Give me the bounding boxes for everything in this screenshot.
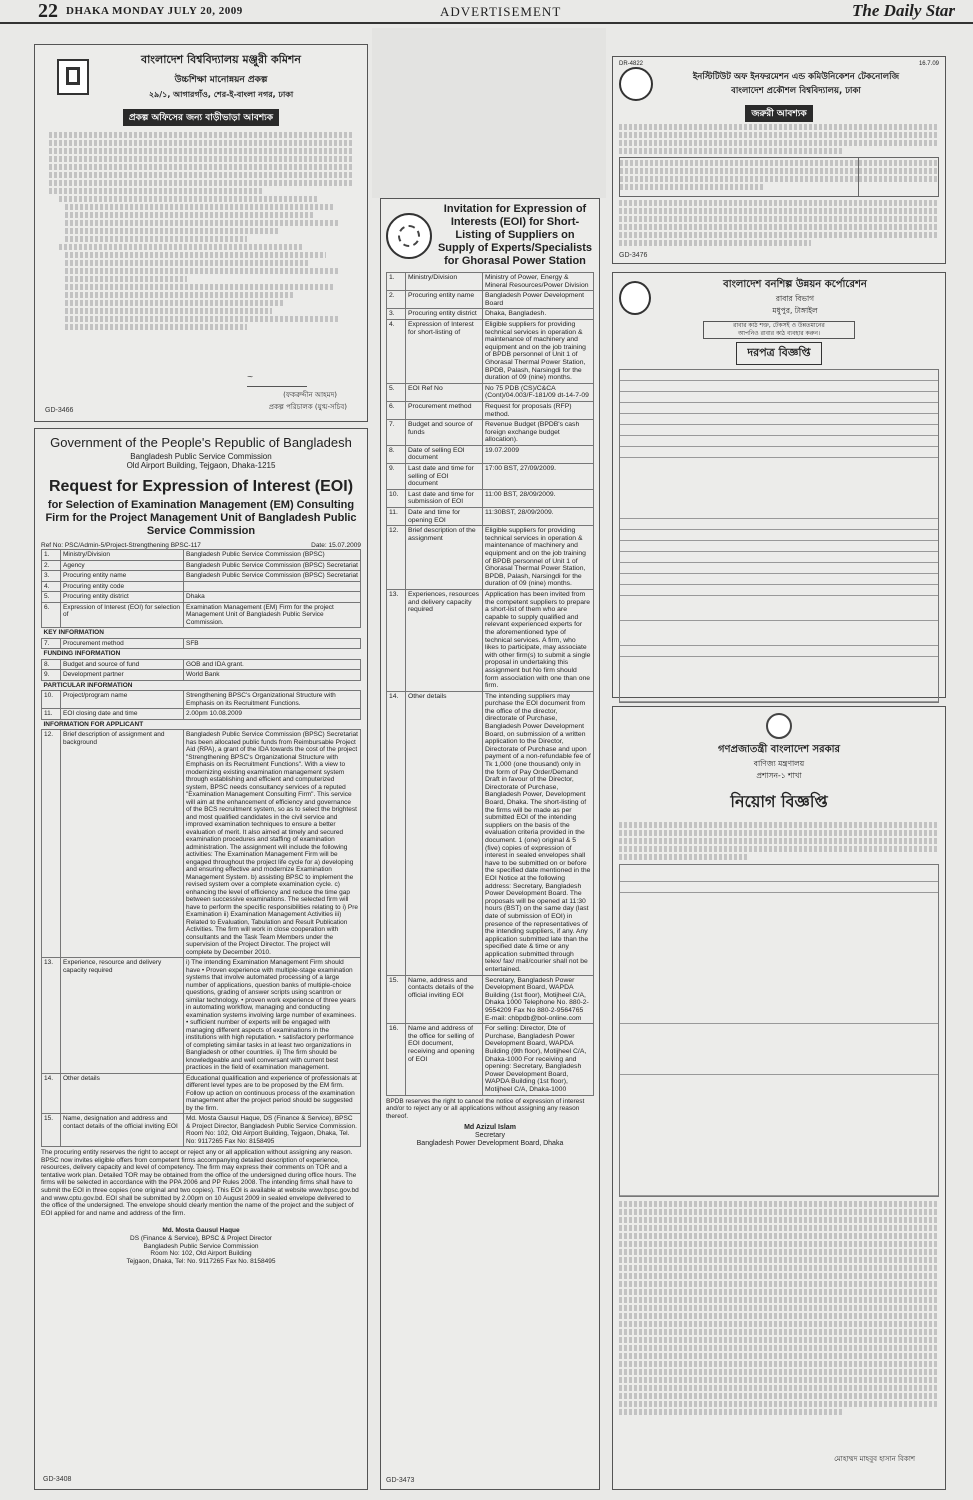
row-value: Bangladesh Public Service Commission (BPSC) Secretariat has been allocated public funds from Reimbursable Project Aid (RPA), a grant of the IDA towards the cost of the project "Strengthening BPSC's Organizational Structure with Emphasis on its Recruitment Functions". With a view to modernizing existing examination management system through establishing and efficient and computerized system, BPSC needs consultancy services of a reputed "Examination Management Consulting Firm". This service will aim at the enhancement of efficiency and governance of the BCS recruitment system, so as to select the brightest and most qualified candidates in the civil service and improved examination techniques to ensure a better evaluation of merit. It also aimed at timely and secured examination procedures and staffing of examination administration. The assignment will include the following activities: The Examination Management Firm will be engaged throughout the project life cycle for a) developing and ensuring effective and modernize Examination Management System. b) assisting BPSC to implement the revised system over a complete examination cycle. c) enhancing the level of efficiency and reduce the time gap between successive examinations. The selected firm will have to perform the specific responsibilities relating to i) Pre Examination ii) Examination Management Activities iii) Related to Evaluation, Tabulation and Result Publication Activities. The firm will work in close cooperation with consultants and the Task Team Members under the supervision of the Project Director. The project will complete by December 2010. [184,730,361,958]
row-number: 11. [387,508,406,526]
row-key: Expression of Interest (EOI) for selection of [61,602,184,628]
row-value: Dhaka, Bangladesh. [483,309,594,320]
masthead: The Daily Star [852,1,955,20]
bpsc-sign-l5: Tejgaon, Dhaka, Tel: No. 9117265 Fax No. 8158495 [126,1257,276,1265]
row-key: Procuring entity name [61,571,184,582]
row-value: For selling: Director, Dte of Purchase, Bangladesh Power Development Board, WAPDA Building (9th floor), Motijheel C/A, Dhaka-1000 For receiving and opening: Secretary, Bangladesh Power Development Board, WAPDA Building (1st floor), Motijheel C/A, Dhaka-1000 [483,1024,594,1095]
bpsc-sign-name: Md. Mosta Gausul Haque [162,1227,240,1235]
row-number: 14. [42,1073,61,1114]
ugc-org-name: বাংলাদেশ বিশ্ববিদ্যালয় মঞ্জুরী কমিশন [140,53,301,66]
table-row [42,638,361,649]
bpdb-code: GD-3473 [386,1477,415,1484]
iict-table [619,157,939,197]
row-number: 2. [42,560,61,571]
moc-table [619,864,939,1197]
row-value: Examination Management (EM) Firm for the project Management Unit of Bangladesh Public Service Commission. [184,602,361,628]
section-label: ADVERTISEMENT [440,4,562,19]
bpdb-advert [380,198,600,1490]
bfidc-advert [612,272,946,698]
row-key: Procuring entity district [61,592,184,603]
table-row [42,602,361,628]
row-value: Bangladesh Public Service Commission (BPSC) Secretariat [184,571,361,582]
row-value: Eligible suppliers for providing technical services in operation & maintenance of machinery and equipment and on the job training of BPDB personnel of Unit 1 of Ghorasal Thermal Power Station, BPDB, Palash, Narsingdi for the duration of 09 (nine) months. [483,526,594,590]
table-row [387,383,594,401]
row-value: 11:30BST, 28/09/2009. [483,508,594,526]
row-key: Name and address of the office for selling of EOI document, receiving and opening of EOI [406,1024,483,1095]
row-key: Procuring entity code [61,581,184,592]
row-key: EOI closing date and time [61,709,184,720]
table-row [42,691,361,709]
bpdb-sign-name: Md Azizul Islam [464,1124,516,1132]
iict-body-text [619,124,939,154]
bfidc-title: বাংলাদেশ বনশিল্প উন্নয়ন কর্পোরেশন [723,279,867,290]
row-number: 9. [42,670,61,681]
moc-conditions-text [619,1201,939,1415]
row-key: Project/program name [61,691,184,709]
table-row [42,730,361,958]
bpsc-footer: The procuring entity reserves the right to accept or reject any or all application without assigning any reason. BPSC now invites eligible offers from competent firms accompanying detailed description of experience, resources, delivery capacity and level of competency. The firm may express their comments on TOR and a tentative work plan. Detailed TOR may be obtained from the office of the undersigned during office hours. The firms will be selected in accordance with the PPA 2006 and PP Rules 2008. The intending firms shall have to submit the EOI in three copies (one original and two copies). This EOI is available at website www.bpsc.gov.bd and www.cptu.gov.bd. EOI shall be submitted by 2.00pm on 10 August 2009 in sealed envelope delivered to the office of the undersigned. The envelope should clearly mention the name of the project and the subject of EOI applied for and name and address of the firm. [41,1149,359,1217]
row-number: 15. [387,975,406,1024]
ugc-signature: ~ [247,372,307,387]
row-key: Last date and time for selling of EOI document [406,464,483,490]
row-key: Other details [61,1073,184,1114]
row-number: 16. [387,1024,406,1095]
table-row [387,489,594,507]
bfidc-slogan-box [703,321,855,339]
row-number: 8. [42,659,61,670]
table-row [42,659,361,670]
bpsc-advert [34,428,368,1490]
row-value: Strengthening BPSC's Organizational Structure with Emphasis on its Recruitment Functions. [184,691,361,709]
bpsc-particular-info: PARTICULAR INFORMATION [42,680,361,691]
row-value: Md. Mosta Gausul Haque, DS (Finance & Service), BPSC & Project Director, Bangladesh Public Service Commission. Room No: 102, Old Airport Building, Tejgaon, Dhaka, Tel. No: 9117265 Fax No: 8158495 [184,1114,361,1147]
row-number: 3. [42,571,61,582]
table-row [42,581,361,592]
row-key: Procuring entity name [406,291,483,309]
table-row [42,709,361,720]
row-value: 11:00 BST, 28/09/2009. [483,489,594,507]
table-row [42,592,361,603]
moc-title: গণপ্রজাতন্ত্রী বাংলাদেশ সরকার [718,744,840,755]
iict-code: GD-3476 [619,252,648,259]
moc-emblem [766,713,792,739]
row-value: Revenue Budget (BPDB's cash foreign exchange budget allocation). [483,420,594,446]
row-key: Name, designation and address and contact details of the official inviting EOI [61,1114,184,1147]
bpsc-table [41,549,361,1147]
row-key: Agency [61,560,184,571]
row-number: 15. [42,1114,61,1147]
table-row [42,550,361,561]
table-row [42,1073,361,1114]
bpsc-code: GD-3408 [43,1476,72,1483]
row-number: 1. [42,550,61,561]
row-value: GOB and IDA grant. [184,659,361,670]
table-row [387,975,594,1024]
row-value: Dhaka [184,592,361,603]
row-key: Brief description of assignment and background [61,730,184,958]
bfidc-slogan1: রাবার কাঠ শক্ত, টেকসই ও উন্নতমানের [733,322,825,329]
moc-signer: মোহাম্মদ মাহবুব হাসান বিকাশ [834,1455,915,1463]
row-key: Budget and source of funds [406,420,483,446]
row-number: 2. [387,291,406,309]
row-value: SFB [184,638,361,649]
row-key: Ministry/Division [61,550,184,561]
row-value: Bangladesh Public Service Commission (BPSC) Secretariat [184,560,361,571]
dateline: DHAKA MONDAY JULY 20, 2009 [66,5,243,17]
row-value: No 75 PDB (CS)/C&CA (Cont)/04.003/F-181/09 dt-14-7-09 [483,383,594,401]
bpsc-title: Request for Expression of Interest (EOI) [48,478,354,495]
table-row [387,319,594,383]
row-number: 8. [387,445,406,463]
table-row [387,464,594,490]
moc-sub2: প্রশাসন-১ শাখা [756,771,802,780]
iict-footer-text [619,200,939,246]
row-value: Bangladesh Power Development Board [483,291,594,309]
moc-advert [612,706,946,1490]
bpsc-address: Old Airport Building, Tejgaon, Dhaka-1215 [126,461,276,470]
ugc-signer: (ফকরুদ্দীন আহমদ) [283,391,337,399]
ugc-body-text [35,126,367,330]
ugc-advert [34,44,368,422]
bpsc-subtitle: for Selection of Examination Management (EM) Consulting Firm for the Project Management Unit of Bangladesh Public Service Commission [45,499,357,537]
table-row [387,420,594,446]
iict-date: 16.7.09 [918,61,939,67]
bpsc-gov: Government of the People's Republic of Bangladesh [50,435,352,450]
bpdb-sign-org: Bangladesh Power Development Board, Dhaka [416,1140,564,1148]
ugc-project-name: উচ্চশিক্ষা মানোন্নয়ন প্রকল্প [174,75,268,85]
ugc-logo-mark [66,67,80,85]
moc-intro-text [619,822,939,860]
iict-ref: DR-4822 [619,61,644,67]
moc-banner: নিয়োগ বিজ্ঞপ্তি [730,792,828,811]
table-row [42,560,361,571]
row-number: 13. [387,589,406,691]
bpsc-key-info: KEY INFORMATION [42,628,361,639]
iict-banner: জরুরী আবশ্যক [745,105,812,122]
row-key: Procurement method [61,638,184,649]
row-value: Secretary, Bangladesh Power Development Board, WAPDA Building (1st floor), Motijheel C/A, Dhaka 1000 Telephone No. 880-2-9554209 Fax No 880-2-9564765 E-mail: chbpdb@bol-online.com [483,975,594,1024]
table-row [42,1114,361,1147]
row-value: Ministry of Power, Energy & Mineral Resources/Power Division [483,273,594,291]
row-value: The intending suppliers may purchase the EOI document from the office of the director, directorate of Purchase, Bangladesh Power Development Board, on submission of a written application to the Director, Directorate of Purchase and upon payment of a non-refundable fee of Tk 1,000 (one thousand) only in the form of Pay Order/Demand Draft in favour of the Director, Directorate of Purchase, Bangladesh Power, Development Board, Dhaka. The short-listing of the firms will be made as per submitted EOI of the intending suppliers on the basis of the evaluation criteria provided in the document. 1 (one) original & 5 (five) copies of expression of interest in sealed envelopes shall have to be submitted on or before the specified date mentioned in the EOI Notice at the following address: Secretary, Bangladesh Power Development Board. The proposals will be opened at 11:30 hours (BST) on the same day (last date of submission of EOI) in presence of the representatives of the intending suppliers, if any. Any application submitted late than the specified date & time or any application submitted through telex/ fax/ mail/courier shall not be entertained. [483,691,594,975]
table-row [387,691,594,975]
row-value: Request for proposals (RFP) method. [483,401,594,419]
table-row [387,526,594,590]
row-key: Last date and time for submission of EOI [406,489,483,507]
row-value: Eligible suppliers for providing technical services in operation & maintenance of machinery and equipment and on the job training of BPDB personnel of Unit 1 of Ghorasal Thermal Power Station, BPDB, Palash, Narsingdi for the duration of 09 (nine) months. [483,319,594,383]
row-value: i) The intending Examination Management Firm should have • Proven experience with multiple-stage examination systems that involve automated processing of a large number of applications, question banks of multiple-choice questions, grading of answer scripts using scantron or similar technology. • proven work experience of three years in automating workflow, managing and conducting examination systems involving large number of examinees. • sufficient number of experts will be engaged with managing different aspects of examinations in the institutions with high reputation. • satisfactory performance of completing similar tasks in at least two organizations in Bangladesh or other countries. ii) The firm should be knowledgeable and well conversant with current best practices in the field of examination management. [184,958,361,1074]
row-number: 11. [42,709,61,720]
row-key: Budget and source of fund [61,659,184,670]
row-number: 3. [387,309,406,320]
row-value: 2.00pm 10.08.2009 [184,709,361,720]
row-number: 10. [42,691,61,709]
bpsc-sign-l3: Bangladesh Public Service Commission [143,1242,259,1250]
row-value: 17:00 BST, 27/09/2009. [483,464,594,490]
moc-sub1: বাণিজ্য মন্ত্রণালয় [753,759,805,768]
row-key: Procurement method [406,401,483,419]
row-key: Name, address and contacts details of the official inviting EOI [406,975,483,1024]
page-header [0,0,973,24]
ugc-banner: প্রকল্প অফিসের জন্য বাড়ীভাড়া আবশ্যক [123,109,279,126]
bpdb-table [386,272,594,1096]
row-number: 12. [387,526,406,590]
row-number: 6. [42,602,61,628]
bpsc-sign-l2: DS (Finance & Service), BPSC & Project Director [130,1234,272,1242]
row-number: 1. [387,273,406,291]
row-key: Ministry/Division [406,273,483,291]
row-number: 4. [42,581,61,592]
table-row [387,309,594,320]
row-number: 10. [387,489,406,507]
bpsc-date: Date: 15.07.2009 [311,542,361,549]
row-value: Bangladesh Public Service Commission (BPSC) [184,550,361,561]
table-row [387,445,594,463]
row-number: 13. [42,958,61,1074]
bfidc-table [619,369,939,703]
table-row [42,571,361,582]
bpsc-funding-info: FUNDING INFORMATION [42,649,361,660]
table-row [387,1024,594,1095]
bpsc-ref: Ref No: PSC/Admin-5/Project-Strengthening BPSC-117 [41,542,201,549]
row-value: World Bank [184,670,361,681]
bpsc-applicant-info: INFORMATION FOR APPLICANT [42,719,361,730]
row-key: EOI Ref No [406,383,483,401]
row-number: 5. [387,383,406,401]
iict-title-l2: বাংলাদেশ প্রকৌশল বিশ্ববিদ্যালয়, ঢাকা [731,86,861,96]
bpsc-sign-l4: Room No: 102, Old Airport Building [150,1250,252,1258]
bpdb-sign-title: Secretary [475,1132,505,1140]
row-number: 12. [42,730,61,958]
row-value: Educational qualification and experience of professionals at different level types are to be proposed by the EM firm. Follow up action on continuous process of the examination management after the project period should be suggested by the firm. [184,1073,361,1114]
table-row [387,508,594,526]
table-row [387,291,594,309]
row-key: Date of selling EOI document [406,445,483,463]
row-number: 7. [42,638,61,649]
row-key: Development partner [61,670,184,681]
table-row [42,958,361,1074]
table-row [387,401,594,419]
bpdb-footer: BPDB reserves the right to cancel the notice of expression of interest and/or to reject any or all applications without assigning any reason thereof. [386,1097,585,1120]
row-number: 9. [387,464,406,490]
bfidc-sub1: রাবার বিভাগ [775,294,815,303]
row-key: Date and time for opening EOI [406,508,483,526]
iict-logo [619,67,653,101]
bpdb-eoi-title: Invitation for Expression of Interests (EOI) for Short-Listing of Suppliers on Supply of Experts/Specialists for Ghorasal Power Station [437,203,593,267]
bpsc-agency: Bangladesh Public Service Commission [130,452,272,461]
ugc-signer-title: প্রকল্প পরিচালক (যুগ্ম-সচিব) [268,403,347,411]
ugc-address: ২৯/১, আগারগাঁও, শের-ই-বাংলা নগর, ঢাকা [148,90,294,99]
row-value [184,581,361,592]
row-value: 19.07.2009 [483,445,594,463]
row-key: Experience, resource and delivery capacity required [61,958,184,1074]
ugc-code: GD-3466 [45,407,74,414]
bfidc-sub2: মধুপুর, টাঙ্গাইল [772,306,818,315]
bfidc-slogan2: আপনিও রাবার কাঠ ব্যবহার করুন। [737,330,821,337]
table-row [387,273,594,291]
row-number: 6. [387,401,406,419]
row-key: Expression of Interest for short-listing of [406,319,483,383]
bfidc-banner: দরপত্র বিজ্ঞপ্তি [736,342,821,365]
bpdb-logo-mark [398,225,420,247]
table-row [387,589,594,691]
page-number: 22 [38,0,58,22]
row-value: Application has been invited from the competent suppliers to prepare a short-list of them who are capable to supply qualified and relevant experienced experts for the aforementioned type of technical services. A firm, who likes to participate, may associate with other firm(s) to submit a single proposal in undertaking this assignment but No firm should form association with one than one firm. [483,589,594,691]
bpdb-logo [386,213,432,259]
row-number: 4. [387,319,406,383]
iict-title-l1: ইনস্টিটিউট অফ ইনফরমেশন এন্ড কমিউনিকেশন টেকনোলজি [692,72,900,82]
row-key: Experiences, resources and delivery capacity required [406,589,483,691]
ugc-logo [57,59,89,95]
row-key: Brief description of the assignment [406,526,483,590]
table-row [42,670,361,681]
row-key: Other details [406,691,483,975]
iict-advert [612,56,946,264]
row-number: 7. [387,420,406,446]
row-number: 14. [387,691,406,975]
row-key: Procuring entity district [406,309,483,320]
blank-space [372,28,606,198]
bfidc-logo [619,281,651,315]
row-number: 5. [42,592,61,603]
